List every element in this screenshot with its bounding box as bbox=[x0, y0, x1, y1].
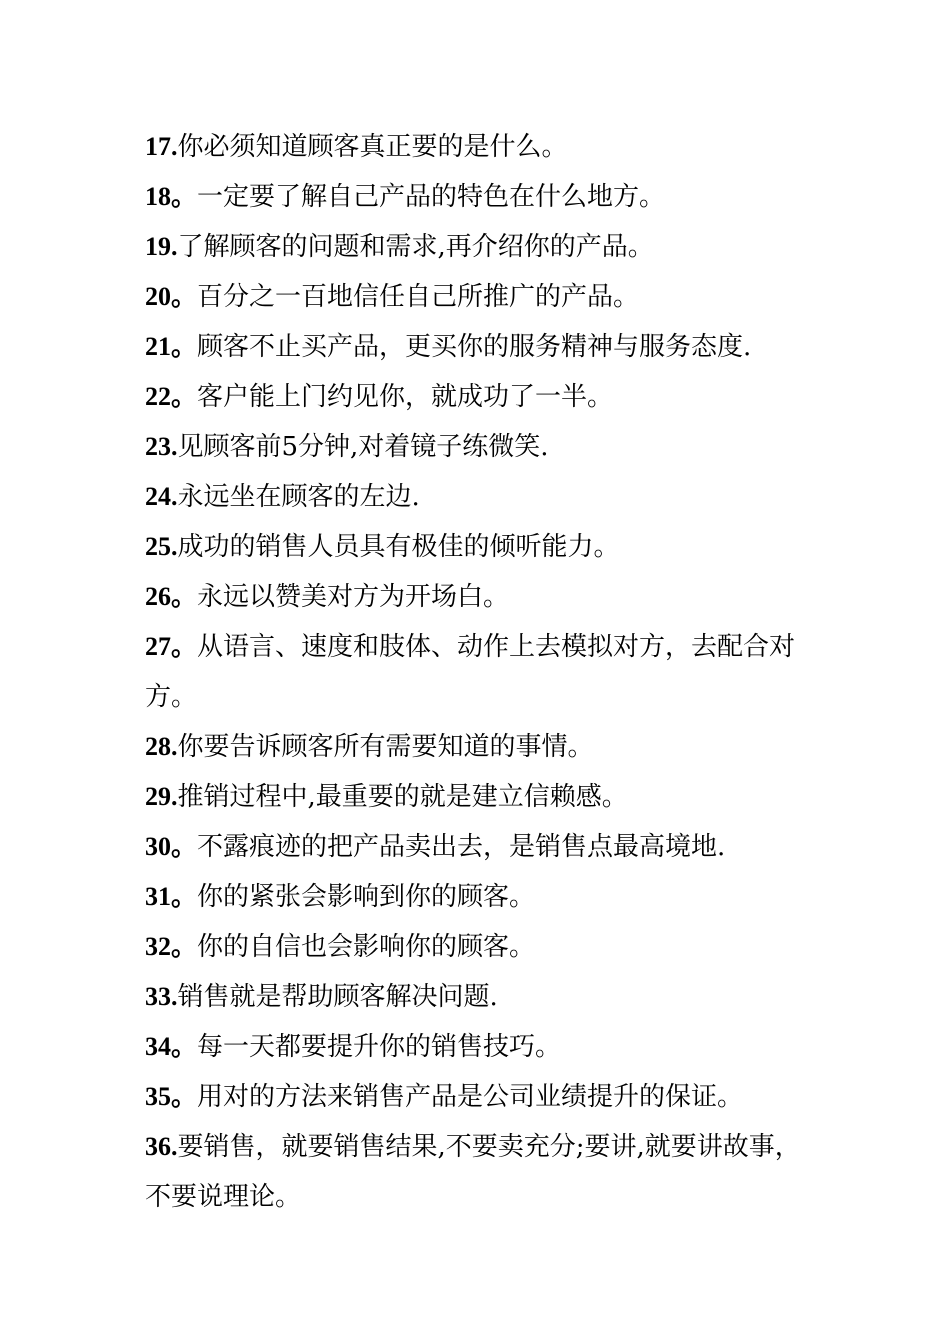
list-item bbox=[145, 222, 815, 272]
item-text: 每一天都要提升你的销售技巧。 bbox=[197, 1032, 562, 1062]
item-text: 你的自信也会影响你的顾客。 bbox=[197, 932, 536, 962]
list-item bbox=[145, 172, 815, 222]
list-item bbox=[145, 572, 815, 622]
list-item bbox=[145, 472, 815, 522]
item-number: 27。 bbox=[145, 632, 198, 661]
item-number: 31。 bbox=[145, 882, 198, 911]
item-text: 顾客不止买产品，更买你的服务精神与服务态度. bbox=[197, 332, 752, 362]
item-number: 19. bbox=[145, 232, 178, 261]
item-text: 客户能上门约见你，就成功了一半。 bbox=[197, 382, 614, 412]
item-number: 20。 bbox=[145, 282, 198, 311]
item-text: 见顾客前5分钟,对着镜子练微笑. bbox=[177, 432, 549, 462]
item-text: 成功的销售人员具有极佳的倾听能力。 bbox=[177, 532, 620, 562]
item-number: 18。 bbox=[145, 182, 198, 211]
item-text: 你必须知道顾客真正要的是什么。 bbox=[177, 132, 568, 162]
item-number: 23. bbox=[145, 432, 178, 461]
item-text: 要销售，就要销售结果,不要卖充分;要讲,就要讲故事，不要说理论。 bbox=[145, 1132, 801, 1212]
item-number: 17. bbox=[145, 132, 178, 161]
item-text: 一定要了解自己产品的特色在什么地方。 bbox=[197, 182, 666, 212]
item-number: 36. bbox=[145, 1132, 178, 1161]
item-text: 了解顾客的问题和需求,再介绍你的产品。 bbox=[177, 232, 654, 262]
item-text: 百分之一百地信任自己所推广的产品。 bbox=[197, 282, 640, 312]
document-body bbox=[145, 122, 815, 1222]
item-text: 你要告诉顾客所有需要知道的事情。 bbox=[177, 732, 594, 762]
item-number: 24. bbox=[145, 482, 178, 511]
item-number: 22。 bbox=[145, 382, 198, 411]
list-item bbox=[145, 1022, 815, 1072]
list-item bbox=[145, 322, 815, 372]
list-item bbox=[145, 922, 815, 972]
item-number: 34。 bbox=[145, 1032, 198, 1061]
item-text: 推销过程中,最重要的就是建立信赖感。 bbox=[177, 782, 628, 812]
item-text: 永远坐在顾客的左边. bbox=[177, 482, 420, 512]
list-item bbox=[145, 122, 815, 172]
item-text: 不露痕迹的把产品卖出去，是销售点最高境地. bbox=[197, 832, 726, 862]
list-item bbox=[145, 272, 815, 322]
item-text: 你的紧张会影响到你的顾客。 bbox=[197, 882, 536, 912]
item-text: 用对的方法来销售产品是公司业绩提升的保证。 bbox=[197, 1082, 744, 1112]
item-number: 35。 bbox=[145, 1082, 198, 1111]
list-item bbox=[145, 422, 815, 472]
item-number: 33. bbox=[145, 982, 178, 1011]
list-item bbox=[145, 872, 815, 922]
list-item bbox=[145, 1072, 815, 1122]
list-item bbox=[145, 1122, 815, 1222]
item-text: 销售就是帮助顾客解决问题. bbox=[177, 982, 498, 1012]
item-number: 26。 bbox=[145, 582, 198, 611]
list-item bbox=[145, 522, 815, 572]
item-text: 永远以赞美对方为开场白。 bbox=[197, 582, 510, 612]
list-item bbox=[145, 972, 815, 1022]
item-text: 从语言、速度和肢体、动作上去模拟对方，去配合对方。 bbox=[145, 632, 796, 712]
list-item bbox=[145, 822, 815, 872]
list-item bbox=[145, 372, 815, 422]
item-number: 21。 bbox=[145, 332, 198, 361]
item-number: 25. bbox=[145, 532, 178, 561]
item-number: 29. bbox=[145, 782, 178, 811]
list-item bbox=[145, 722, 815, 772]
item-number: 28. bbox=[145, 732, 178, 761]
item-number: 30。 bbox=[145, 832, 198, 861]
list-item bbox=[145, 622, 815, 722]
item-number: 32。 bbox=[145, 932, 198, 961]
list-item bbox=[145, 772, 815, 822]
